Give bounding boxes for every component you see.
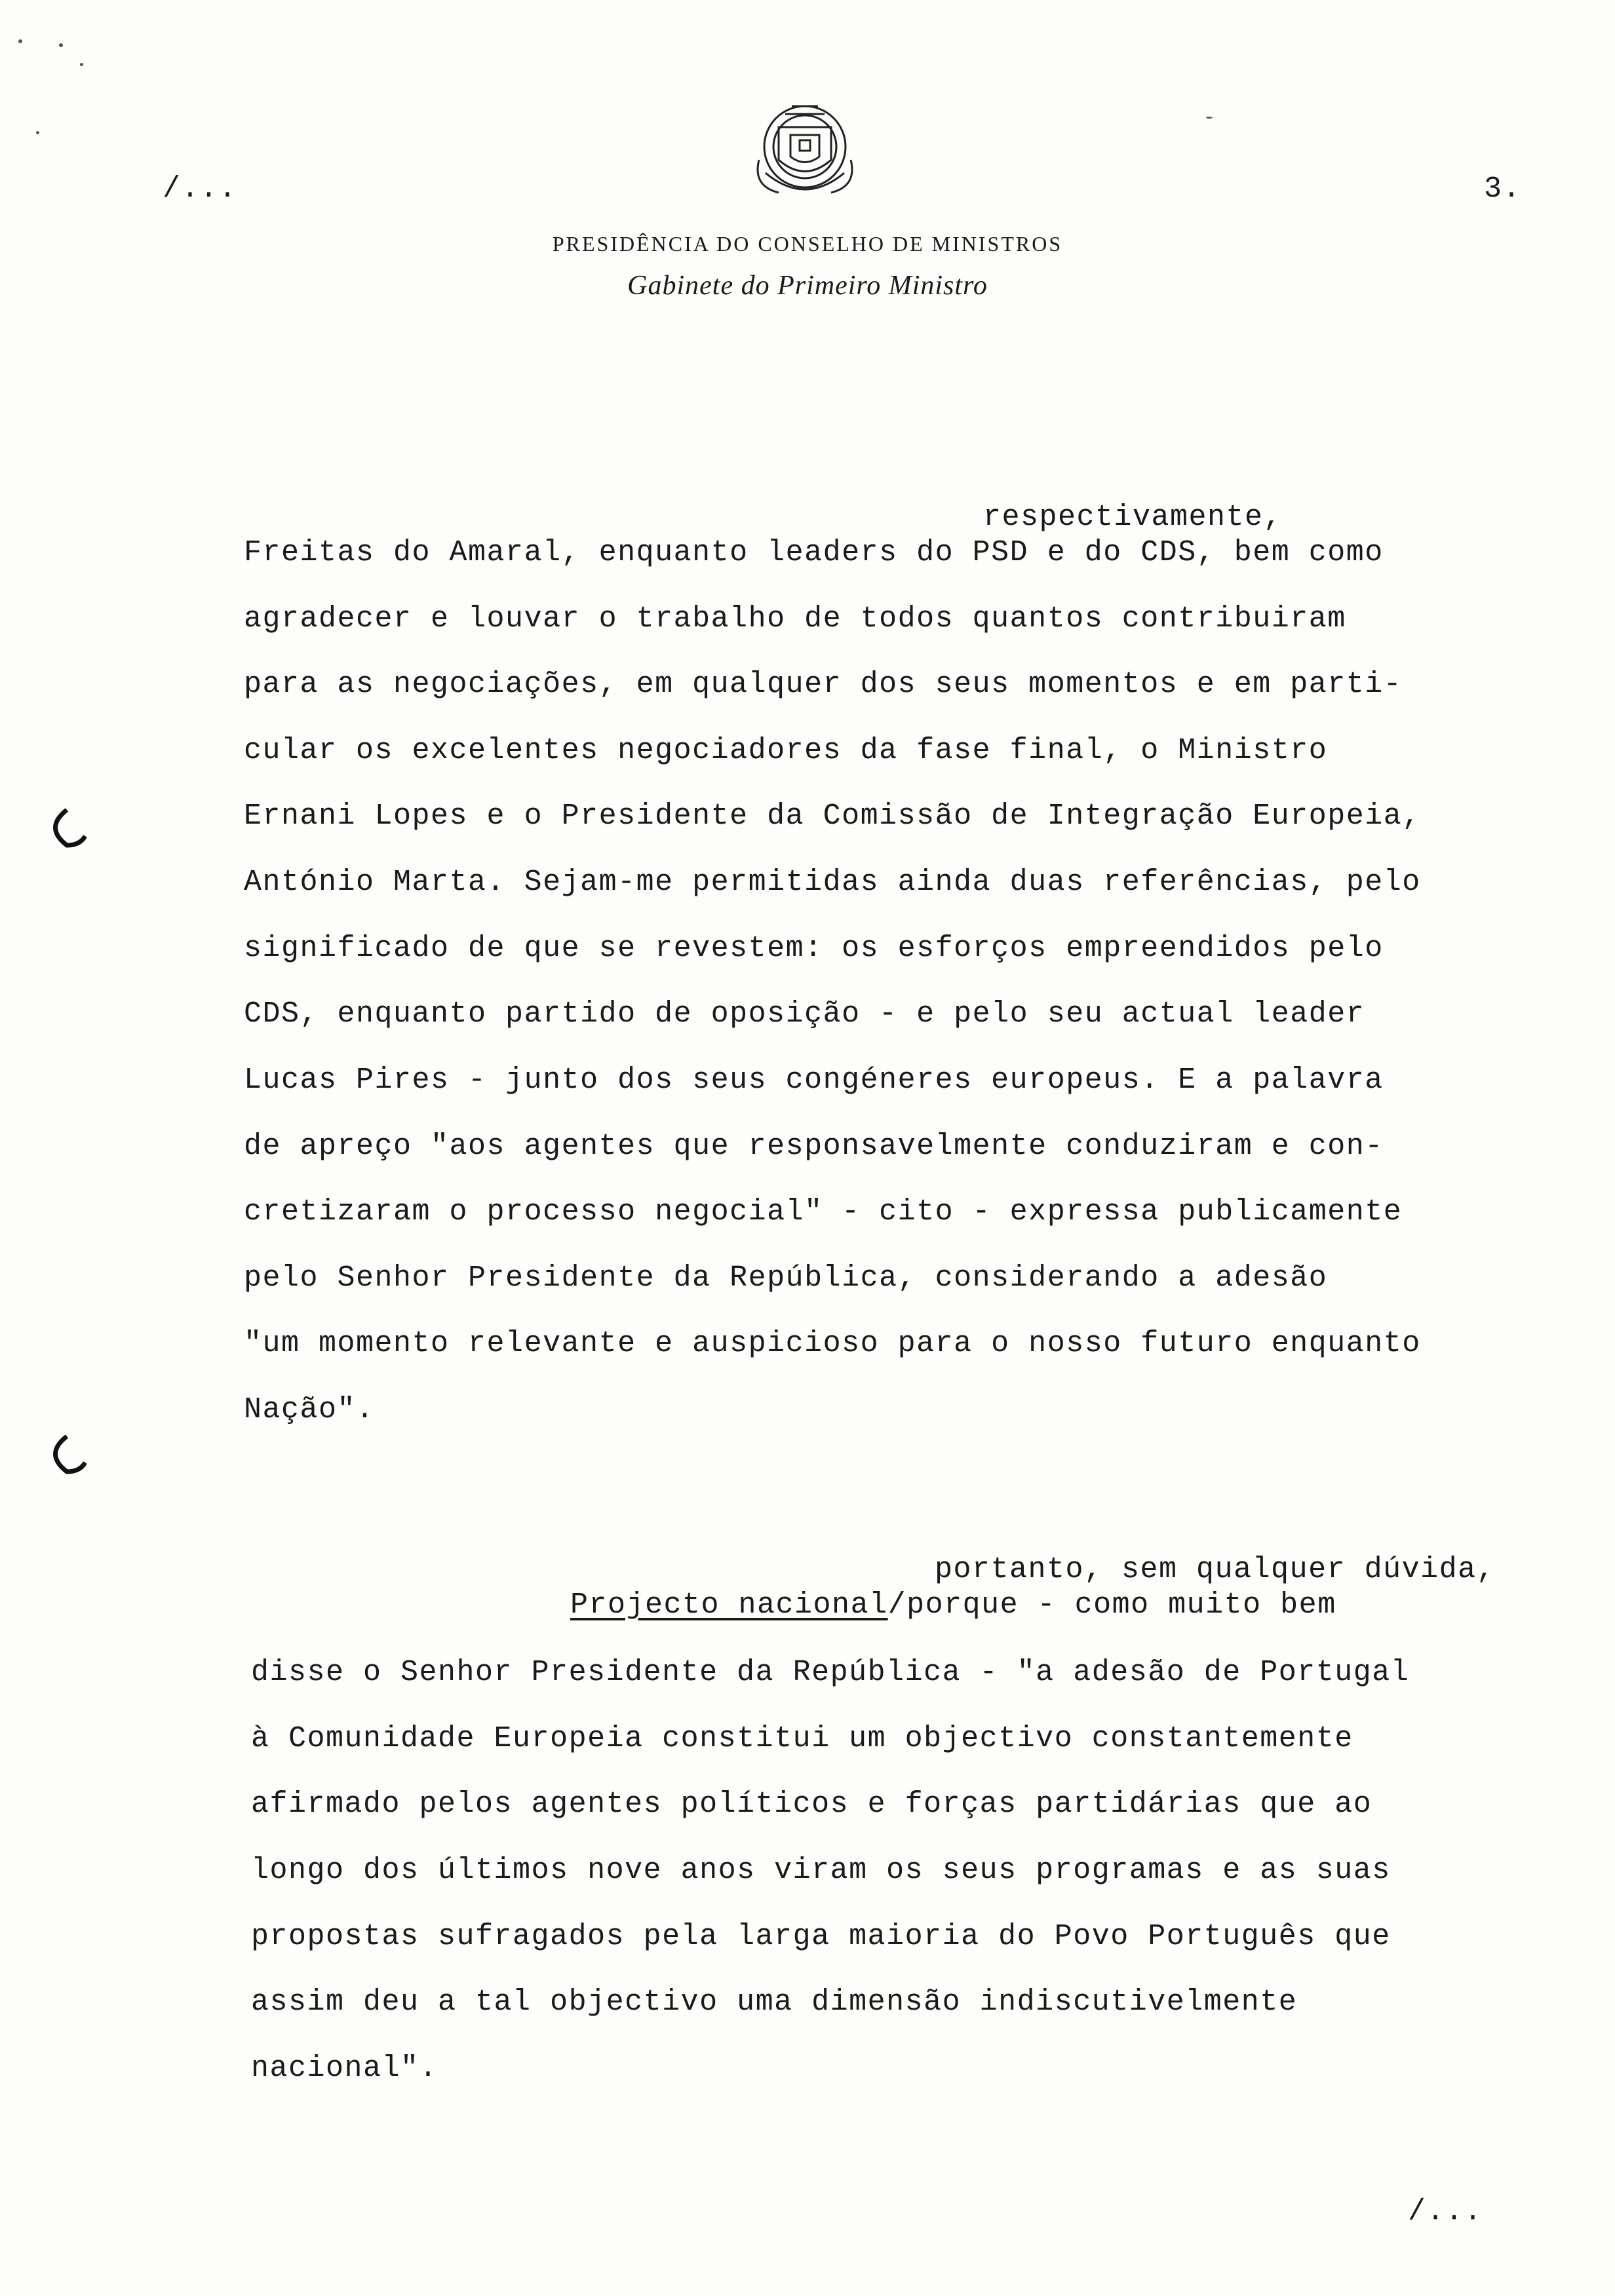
text-line: porque - como muito bem <box>906 1588 1336 1622</box>
text-line: cretizaram o processo negocial" - cito - expressa publicamente <box>244 1195 1403 1229</box>
text-line: CDS, enquanto partido de oposição - e pelo seu actual leader <box>244 997 1365 1031</box>
scan-speck <box>18 39 22 43</box>
inserted-text-portanto: portanto, sem qualquer dúvida, <box>935 1553 1496 1586</box>
text-line: Lucas Pires - junto dos seus congéneres europeus. E a palavra <box>244 1063 1384 1097</box>
scan-speck <box>36 131 39 134</box>
text-line: Ernani Lopes e o Presidente da Comissão de Integração Europeia, <box>244 799 1421 833</box>
text-line: António Marta. Sejam-me permitidas ainda duas referências, pelo <box>244 866 1421 899</box>
letterhead-subtitle: Gabinete do Primeiro Ministro <box>627 271 988 301</box>
continuation-mark-top: /... <box>163 172 238 206</box>
text-line: assim deu a tal objectivo uma dimensão indiscutivelmente <box>251 1985 1298 2019</box>
continuation-mark-bottom: /... <box>1408 2195 1483 2229</box>
text-line: afirmado pelos agentes políticos e forças partidárias que ao <box>251 1788 1372 1821</box>
scan-speck <box>59 43 63 47</box>
text-line: para as negociações, em qualquer dos seus momentos e em parti- <box>244 668 1403 701</box>
text-line: cular os excelentes negociadores da fase final, o Ministro <box>244 734 1328 767</box>
text-line: nacional". <box>251 2052 438 2085</box>
text-line: longo dos últimos nove anos viram os seus programas e as suas <box>251 1854 1391 1887</box>
text-line: propostas sufragados pela larga maioria do Povo Português que <box>251 1920 1391 1953</box>
punch-hole-mark <box>41 1431 87 1477</box>
scan-speck <box>1206 117 1213 119</box>
coat-of-arms-emblem <box>739 94 870 209</box>
text-line: à Comunidade Europeia constitui um objectivo constantemente <box>251 1722 1353 1755</box>
inserted-text-respectivamente: respectivamente, <box>983 501 1283 534</box>
section-heading: Projecto nacional <box>570 1588 888 1622</box>
page-number: 3. <box>1484 172 1522 206</box>
scan-speck <box>80 63 83 66</box>
text-line: disse o Senhor Presidente da República - "a adesão de Portugal <box>251 1656 1410 1689</box>
text-line: significado de que se revestem: os esforços empreendidos pelo <box>244 932 1384 965</box>
paragraph-2-first-line <box>570 1588 1336 1622</box>
punch-hole-mark <box>41 805 87 851</box>
letterhead-title: PRESIDÊNCIA DO CONSELHO DE MINISTROS <box>552 232 1063 256</box>
text-line: de apreço "aos agentes que responsavelmente conduziram e con- <box>244 1130 1384 1163</box>
text-line: "um momento relevante e auspicioso para o nosso futuro enquanto <box>244 1327 1421 1360</box>
text-line: Freitas do Amaral, enquanto leaders do PSD e do CDS, bem como <box>244 536 1384 569</box>
text-line: agradecer e louvar o trabalho de todos quantos contribuiram <box>244 602 1346 636</box>
text-line: pelo Senhor Presidente da República, considerando a adesão <box>244 1261 1328 1295</box>
text-line: Nação". <box>244 1393 375 1426</box>
insertion-caret: / <box>887 1588 907 1622</box>
